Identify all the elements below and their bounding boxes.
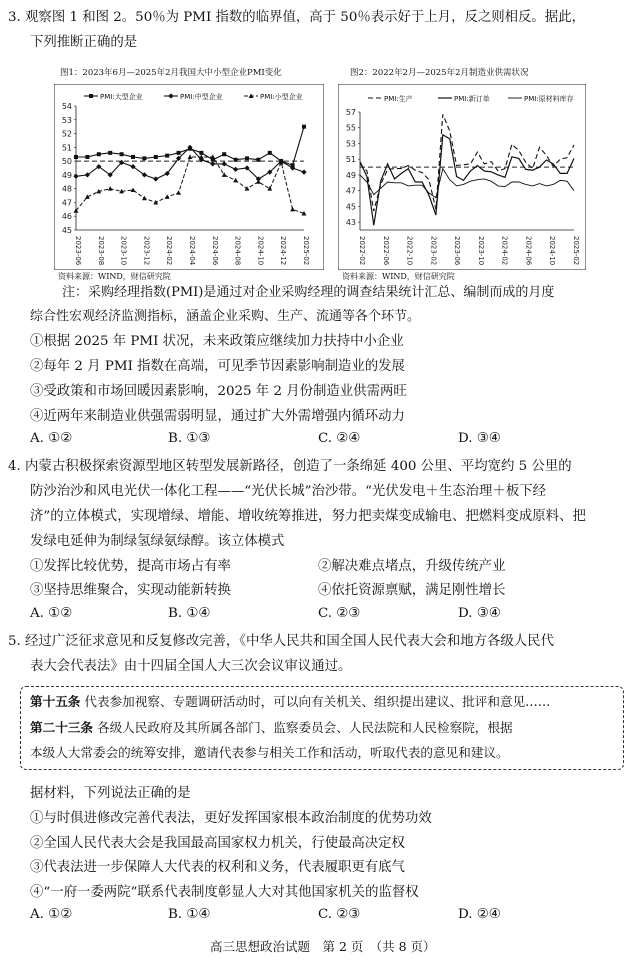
q5-item-4: ④“一府一委两院”联系代表制度彰显人大对其他国家机关的监督权	[30, 885, 419, 900]
data-point	[142, 156, 146, 160]
data-point	[97, 152, 101, 156]
y-tick-label: 43	[345, 218, 356, 228]
x-tick-label: 2024-06	[210, 236, 219, 266]
y-tick-label: 47	[345, 186, 356, 196]
article-23-label: 第二十三条	[30, 720, 93, 735]
data-point	[85, 155, 89, 159]
data-point	[131, 155, 135, 159]
data-point	[177, 151, 181, 155]
q5-item-1: ①与时俱进修改完善代表法，更好发挥国家根本政治制度的优势功效	[30, 811, 432, 826]
legend-label: PMI:新订单	[454, 95, 490, 103]
q3-option-b: B. ①③	[168, 431, 211, 446]
q5-item-2: ②全国人民代表大会是我国最高国家权力机关，行使最高决定权	[30, 836, 405, 851]
legend-label: PMI:生产	[384, 95, 413, 103]
x-tick-label: 2024-08	[233, 236, 242, 266]
q4-option-b: B. ①④	[168, 606, 211, 621]
article-23-text: 各级人民政府及其所属各部门、监察委员会、人民法院和人民检察院，根据	[92, 720, 513, 735]
q3-item-1: ①根据 2025 年 PMI 状况，未来政策应继续加力扶持中小企业	[30, 334, 404, 349]
x-tick-label: 2024-02	[165, 236, 174, 266]
x-tick-label: 2024-02	[500, 236, 509, 266]
law-article-23	[30, 718, 513, 738]
x-tick-label: 2023-08	[96, 236, 105, 266]
x-tick-label: 2023-10	[476, 236, 485, 266]
data-point	[234, 158, 238, 162]
y-tick-label: 53	[61, 115, 72, 125]
x-tick-label: 2023-10	[119, 236, 128, 266]
fig1-title: 图1：2023年6月—2025年2月我国大中小型企业PMI变化	[60, 68, 282, 78]
y-tick-label: 51	[345, 155, 356, 165]
data-point	[268, 151, 272, 155]
q3-option-a: A. ①②	[30, 431, 73, 446]
q4-stem-line1: 4. 内蒙古积极探索资源型地区转型发展新路径，创造了一条绵延 400 公里、平均宽约 5 公里的	[8, 459, 572, 474]
data-point	[245, 156, 249, 160]
law-article-15	[30, 692, 550, 712]
data-point	[199, 151, 203, 155]
x-tick-label: 2023-12	[142, 236, 151, 266]
x-tick-label: 2023-06	[453, 236, 462, 266]
article-15-label: 第十五条	[30, 694, 81, 709]
y-tick-label: 54	[61, 102, 72, 111]
x-tick-label: 2023-06	[74, 236, 82, 266]
x-tick-label: 2023-02	[429, 236, 438, 266]
x-tick-label: 2022-06	[381, 236, 390, 266]
y-tick-label: 48	[61, 184, 72, 194]
q4-item-2: ②解决难点堵点，升级传统产业	[318, 559, 506, 574]
q5-option-b: B. ①④	[168, 907, 211, 922]
fig2-title: 图2：2022年2月—2025年2月制造业供需状况	[350, 68, 529, 78]
y-tick-label: 50	[61, 157, 72, 167]
y-tick-label: 51	[61, 143, 72, 153]
legend-label: PMI:小型企业	[260, 93, 303, 101]
data-point	[108, 151, 112, 155]
y-tick-label: 53	[345, 139, 356, 149]
legend-label: PMI:中型企业	[180, 93, 223, 101]
q3-stem-line1: 3. 观察图 1 和图 2。50％为 PMI 指数的临界值，高于 50％表示好于上月，反之则相反。据此，	[8, 10, 585, 25]
y-tick-label: 45	[61, 226, 72, 235]
q5-stem-line1: 5. 经过广泛征求意见和反复修改完善，《中华人民共和国全国人民代表大会和地方各级人民代	[8, 634, 554, 649]
page-footer: 高三思想政治试题 第 2 页 （共 8 页）	[210, 939, 436, 954]
data-point	[302, 125, 306, 129]
y-tick-label: 52	[61, 129, 72, 139]
x-tick-label: 2022-02	[358, 236, 366, 266]
data-point	[120, 152, 124, 156]
q5-stem-line2: 表大会代表法》由十四届全国人大三次会议审议通过。	[30, 659, 352, 674]
fig1-source: 资料来源：WIND，财信研究院	[58, 272, 171, 281]
q4-item-3: ③坚持思维聚合，实现动能新转换	[30, 583, 231, 598]
article-15-text: 代表参加视察、专题调研活动时，可以向有关机关、组织提出建议、批评和意见……	[80, 694, 551, 709]
q3-item-3: ③受政策和市场回暖因素影响，2025 年 2 月份制造业供需两旺	[30, 384, 407, 399]
q3-note-line1: 注：采购经理指数(PMI)是通过对企业采购经理的调查结果统计汇总、编制而成的月度	[62, 285, 555, 300]
x-tick-label: 2024-06	[524, 236, 533, 266]
x-tick-label: 2024-04	[188, 236, 196, 266]
data-point	[256, 158, 260, 162]
q4-item-1: ①发挥比较优势，提高市场占有率	[30, 559, 231, 574]
x-tick-label: 2025-02	[572, 236, 580, 266]
x-tick-label: 2024-10	[256, 236, 265, 266]
x-tick-label: 2024-12	[279, 236, 288, 266]
x-tick-label: 2025-02	[302, 236, 310, 266]
q5-option-c: C. ②③	[318, 907, 361, 922]
q3-item-4: ④近两年来制造业供强需弱明显，通过扩大外需增强内循环动力	[30, 409, 405, 424]
y-tick-label: 49	[61, 170, 72, 180]
x-tick-label: 2024-10	[548, 236, 557, 266]
q4-option-c: C. ②③	[318, 606, 361, 621]
fig1-chart	[54, 84, 324, 270]
q3-item-2: ②每年 2 月 PMI 指数在高端，可见季节因素影响制造业的发展	[30, 359, 405, 374]
fig2-chart	[338, 84, 586, 270]
q5-lead: 据材料，下列说法正确的是	[30, 786, 191, 801]
data-point	[74, 155, 78, 159]
x-tick-label: 2022-10	[405, 236, 414, 266]
y-tick-label: 55	[345, 123, 356, 133]
legend-label: PMI:原材料库存	[524, 95, 574, 103]
q3-note-line2: 综合性宏观经济监测指标，涵盖企业采购、生产、流通等各个环节。	[30, 309, 421, 324]
q3-option-d: D. ③④	[458, 431, 501, 446]
y-tick-label: 57	[345, 108, 356, 117]
data-point	[222, 152, 226, 156]
y-tick-label: 49	[345, 170, 356, 180]
y-tick-label: 46	[61, 212, 72, 222]
q4-stem-line3: 济”的立体模式，实现增绿、增能、增收统筹推进，努力把卖煤变成输电、把燃料变成原料、把	[30, 509, 586, 524]
q5-option-d: D. ②④	[458, 907, 501, 922]
law-article-23-cont: 本级人大常委会的统筹安排，邀请代表参与相关工作和活动，听取代表的意见和建议。	[30, 745, 509, 760]
q5-item-3: ③代表法进一步保障人大代表的权利和义务，代表履职更有底气	[30, 860, 405, 875]
y-tick-label: 45	[345, 202, 356, 212]
q4-stem-line4: 发绿电延伸为制绿氢绿氨绿醇。该立体模式	[30, 534, 285, 549]
fig2-source: 资料来源：WIND，财信研究院	[342, 272, 455, 281]
q4-stem-line2: 防沙治沙和风电光伏一体化工程——“光伏长城”治沙带。“光伏发电＋生态治理＋板下经	[30, 484, 546, 499]
legend-marker	[89, 94, 93, 98]
q4-option-a: A. ①②	[30, 606, 73, 621]
q5-option-a: A. ①②	[30, 907, 73, 922]
data-point	[154, 155, 158, 159]
q3-option-c: C. ②④	[318, 431, 361, 446]
data-point	[165, 154, 169, 158]
legend-label: PMI:大型企业	[100, 93, 143, 101]
q4-item-4: ④依托资源禀赋，满足刚性增长	[318, 583, 506, 598]
y-tick-label: 47	[61, 198, 72, 208]
q4-option-d: D. ③④	[458, 606, 501, 621]
q3-stem-line2: 下列推断正确的是	[30, 35, 138, 50]
